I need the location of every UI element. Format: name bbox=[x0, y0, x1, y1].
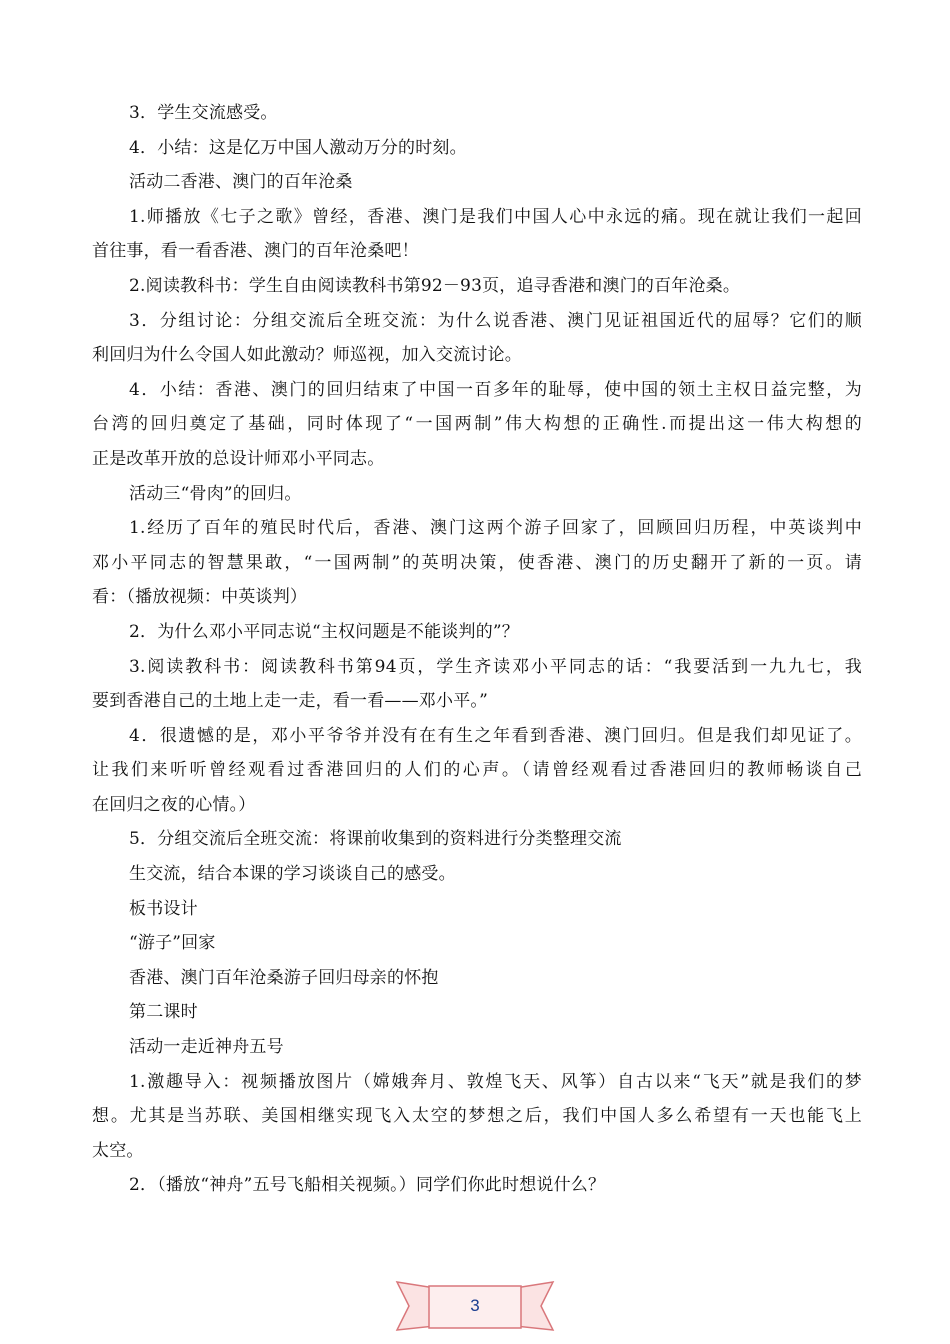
paragraph-line: 邓小平同志的智慧果敢，“一国两制”的英明决策，使香港、澳门的历史翻开了新的一页。请 bbox=[92, 552, 862, 573]
paragraph-line: 2.阅读教科书：学生自由阅读教科书第92－93页，追寻香港和澳门的百年沧桑。 bbox=[129, 275, 741, 296]
paragraph-line: 1.师播放《七子之歌》曾经，香港、澳门是我们中国人心中永远的痛。现在就让我们一起回 bbox=[129, 206, 862, 227]
paragraph-line: 首往事，看一看香港、澳门的百年沧桑吧！ bbox=[92, 241, 419, 262]
paragraph-line: 3．学生交流感受。 bbox=[129, 103, 278, 123]
paragraph-line: 台湾的回归奠定了基础，同时体现了“一国两制”伟大构想的正确性.而提出这一伟大构想的 bbox=[92, 414, 862, 435]
paragraph-line: 3．分组讨论：分组交流后全班交流：为什么说香港、澳门见证祖国近代的屈辱？它们的顺 bbox=[129, 310, 862, 331]
page-number: 3 bbox=[470, 1296, 480, 1315]
paragraph-line: 生交流，结合本课的学习谈谈自己的感受。 bbox=[129, 864, 456, 885]
paragraph-line: 利回归为什么令国人如此激动？师巡视，加入交流讨论。 bbox=[92, 345, 522, 366]
paragraph-line: 正是改革开放的总设计师邓小平同志。 bbox=[92, 448, 385, 469]
section-heading: 板书设计 bbox=[129, 898, 198, 919]
paragraph-line: 在回归之夜的心情。） bbox=[92, 794, 256, 815]
paragraph-line: 1.经历了百年的殖民时代后，香港、澳门这两个游子回家了，回顾回归历程，中英谈判中 bbox=[129, 518, 862, 539]
paragraph-line: 1.激趣导入：视频播放图片（嫦娥奔月、敦煌飞天、风筝）自古以来“飞天”就是我们的梦 bbox=[129, 1071, 862, 1092]
paragraph-line: 让我们来听听曾经观看过香港回归的人们的心声。（请曾经观看过香港回归的教师畅谈自己 bbox=[92, 760, 862, 781]
section-heading: 活动二香港、澳门的百年沧桑 bbox=[129, 172, 353, 193]
paragraph-line: 要到香港自己的土地上走一走，看一看——邓小平。” bbox=[92, 691, 488, 712]
page-number-badge bbox=[395, 1274, 555, 1336]
paragraph-line: 2．（播放“神舟”五号飞船相关视频。）同学们你此时想说什么？ bbox=[129, 1175, 606, 1196]
paragraph-line: 4．很遗憾的是，邓小平爷爷并没有在有生之年看到香港、澳门回归。但是我们却见证了。 bbox=[129, 725, 862, 746]
section-heading: 第二课时 bbox=[129, 1002, 198, 1023]
paragraph-line: 看：（播放视频：中英谈判） bbox=[92, 587, 308, 608]
board-content: 香港、澳门百年沧桑游子回归母亲的怀抱 bbox=[129, 967, 439, 988]
paragraph-line: 想。尤其是当苏联、美国相继实现飞入太空的梦想之后，我们中国人多么希望有一天也能飞上 bbox=[92, 1106, 862, 1127]
paragraph-line: 4．小结：这是亿万中国人激动万分的时刻。 bbox=[129, 137, 467, 158]
paragraph-line: 3.阅读教科书：阅读教科书第94页，学生齐读邓小平同志的话：“我要活到一九九七，我 bbox=[129, 656, 862, 677]
paragraph-line: 太空。 bbox=[92, 1140, 144, 1161]
paragraph-line: 4．小结：香港、澳门的回归结束了中国一百多年的耻辱，使中国的领土主权日益完整，为 bbox=[129, 379, 862, 400]
section-heading: 活动一走近神舟五号 bbox=[129, 1037, 284, 1058]
board-title: “游子”回家 bbox=[129, 933, 216, 954]
document-body bbox=[92, 96, 862, 1203]
paragraph-line: 2．为什么邓小平同志说“主权问题是不能谈判的”？ bbox=[129, 621, 519, 642]
section-heading: 活动三“骨肉”的回归。 bbox=[129, 483, 302, 504]
paragraph-line: 5．分组交流后全班交流：将课前收集到的资料进行分类整理交流 bbox=[129, 829, 622, 850]
